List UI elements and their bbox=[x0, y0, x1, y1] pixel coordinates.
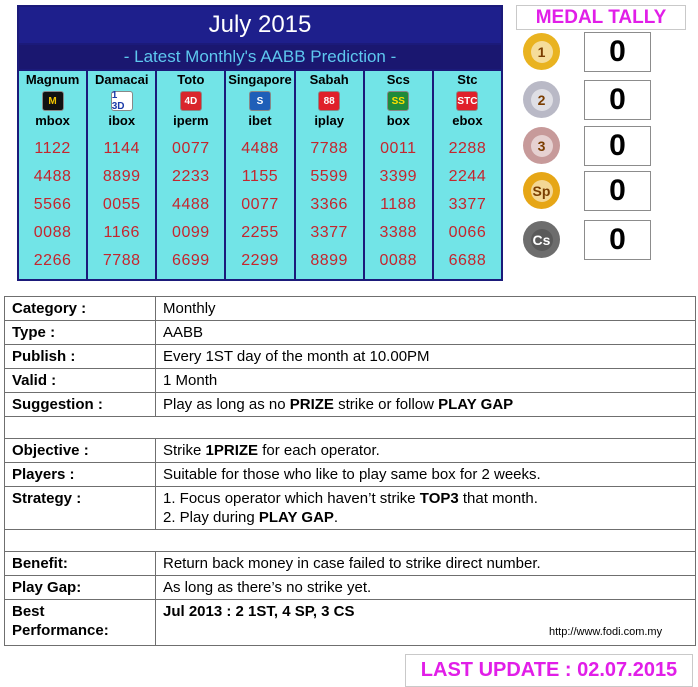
operator-logo-cell bbox=[226, 89, 293, 133]
medal-label: Sp bbox=[531, 180, 553, 202]
operator-name: Toto bbox=[157, 71, 224, 89]
operator-column bbox=[19, 71, 86, 279]
table-row bbox=[5, 600, 696, 646]
category-value: Monthly bbox=[156, 297, 696, 321]
medal-count-box: 0 bbox=[584, 80, 651, 120]
publish-value: Every 1ST day of the month at 10.00PM bbox=[156, 345, 696, 369]
operator-bet-type: box bbox=[386, 113, 410, 128]
operator-bet-type: mbox bbox=[35, 113, 70, 128]
consolation-medal-cs-icon bbox=[523, 221, 560, 258]
operator-name: Sabah bbox=[296, 71, 363, 89]
bronze-medal-3-icon bbox=[523, 127, 560, 164]
operator-logo-cell bbox=[296, 89, 363, 133]
table-row bbox=[5, 321, 696, 345]
operator-logo-icon: M bbox=[42, 91, 64, 111]
best-performance-value: Jul 2013 : 2 1ST, 4 SP, 3 CS bbox=[156, 600, 696, 646]
number-list bbox=[365, 133, 432, 279]
predicted-number: 4488 bbox=[172, 196, 210, 213]
number-list bbox=[296, 133, 363, 279]
predicted-number: 2288 bbox=[448, 140, 487, 157]
number-list bbox=[226, 133, 293, 279]
operator-logo-icon: 88 bbox=[318, 91, 340, 111]
operator-name: Magnum bbox=[19, 71, 86, 89]
gold-medal-1-icon bbox=[523, 33, 560, 70]
predicted-number: 8899 bbox=[102, 168, 141, 185]
suggestion-label: Suggestion : bbox=[5, 393, 156, 417]
medal-count-box: 0 bbox=[584, 32, 651, 72]
last-update-badge: LAST UPDATE : 02.07.2015 bbox=[405, 654, 693, 687]
predicted-number: 7788 bbox=[102, 252, 141, 269]
predicted-number: 0099 bbox=[172, 224, 210, 241]
predicted-number: 0055 bbox=[102, 196, 141, 213]
operator-logo-icon: STC bbox=[456, 91, 478, 111]
table-row bbox=[5, 439, 696, 463]
predicted-number: 0011 bbox=[380, 140, 417, 157]
medal-label: 1 bbox=[531, 41, 553, 63]
operator-name: Stc bbox=[434, 71, 501, 89]
strategy-line-1: 1. Focus operator which haven’t strike TOP3 that month. bbox=[163, 490, 538, 507]
predicted-number: 7788 bbox=[310, 140, 348, 157]
predicted-number: 1155 bbox=[241, 168, 279, 185]
number-list bbox=[19, 133, 86, 279]
spacer-row bbox=[5, 417, 696, 439]
medal-label: 2 bbox=[531, 89, 553, 111]
operator-bet-type: ebox bbox=[452, 113, 483, 128]
prediction-panel bbox=[17, 5, 503, 281]
website-url: http://www.fodi.com.my bbox=[549, 626, 663, 638]
operator-logo-icon: SS bbox=[387, 91, 409, 111]
best-performance-label: Best Performance: bbox=[5, 600, 156, 646]
predicted-number: 0088 bbox=[33, 224, 72, 241]
predicted-number: 5566 bbox=[33, 196, 72, 213]
predicted-number: 8899 bbox=[310, 252, 348, 269]
type-label: Type : bbox=[5, 321, 156, 345]
predicted-number: 4488 bbox=[33, 168, 72, 185]
table-row bbox=[5, 369, 696, 393]
type-value: AABB bbox=[156, 321, 696, 345]
operator-logo-cell bbox=[19, 89, 86, 133]
operator-column bbox=[365, 71, 432, 279]
predicted-number: 2299 bbox=[241, 252, 279, 269]
playgap-value: As long as there’s no strike yet. bbox=[156, 576, 696, 600]
predicted-number: 5599 bbox=[310, 168, 348, 185]
operator-name: Singapore bbox=[228, 72, 292, 87]
predicted-number: 6688 bbox=[448, 252, 487, 269]
number-list bbox=[157, 133, 224, 279]
operator-logo-icon: 1 3D bbox=[111, 91, 133, 111]
operator-logo-cell bbox=[88, 89, 155, 133]
predicted-number: 3366 bbox=[310, 196, 348, 213]
predicted-number: 3377 bbox=[448, 196, 487, 213]
predicted-number: 3399 bbox=[379, 168, 418, 185]
table-row bbox=[5, 345, 696, 369]
operator-bet-type: iperm bbox=[173, 113, 209, 128]
operator-logo-cell bbox=[365, 89, 432, 133]
prediction-grid bbox=[19, 71, 501, 279]
predicted-number: 1122 bbox=[34, 140, 71, 157]
number-list bbox=[434, 133, 501, 279]
benefit-value: Return back money in case failed to strike direct number. bbox=[156, 552, 696, 576]
predicted-number: 2233 bbox=[172, 168, 210, 185]
predicted-number: 2266 bbox=[33, 252, 72, 269]
operator-logo-cell bbox=[434, 89, 501, 133]
predicted-number: 3388 bbox=[379, 224, 418, 241]
operator-logo-cell bbox=[157, 89, 224, 133]
table-row bbox=[5, 576, 696, 600]
suggestion-value: Play as long as no PRIZE strike or follow PLAY GAP bbox=[156, 393, 696, 417]
operator-column bbox=[226, 71, 293, 279]
medal-count-box: 0 bbox=[584, 171, 651, 211]
operator-column bbox=[296, 71, 363, 279]
predicted-number: 0088 bbox=[379, 252, 418, 269]
predicted-number: 3377 bbox=[310, 224, 348, 241]
predicted-number: 2255 bbox=[241, 224, 279, 241]
operator-bet-type: ibet bbox=[248, 113, 272, 128]
valid-value: 1 Month bbox=[156, 369, 696, 393]
players-value: Suitable for those who like to play same box for 2 weeks. bbox=[156, 463, 696, 487]
panel-subtitle: - Latest Monthly's AABB Prediction - bbox=[19, 45, 501, 69]
operator-bet-type: ibox bbox=[108, 113, 136, 128]
predicted-number: 0066 bbox=[448, 224, 487, 241]
table-row bbox=[5, 463, 696, 487]
strategy-label: Strategy : bbox=[5, 487, 156, 530]
operator-name: Damacai bbox=[88, 71, 155, 89]
spacer-cell bbox=[5, 417, 696, 439]
objective-value: Strike 1PRIZE for each operator. bbox=[156, 439, 696, 463]
medal-label: Cs bbox=[531, 229, 553, 251]
operator-logo-icon: S bbox=[249, 91, 271, 111]
predicted-number: 6699 bbox=[172, 252, 210, 269]
panel-title: July 2015 bbox=[19, 7, 501, 43]
medal-label: 3 bbox=[531, 135, 553, 157]
predicted-number: 4488 bbox=[241, 140, 279, 157]
category-label: Category : bbox=[5, 297, 156, 321]
predicted-number: 1144 bbox=[103, 140, 140, 157]
publish-label: Publish : bbox=[5, 345, 156, 369]
spacer-row bbox=[5, 530, 696, 552]
predicted-number: 0077 bbox=[241, 196, 279, 213]
table-row bbox=[5, 552, 696, 576]
operator-name: Scs bbox=[365, 71, 432, 89]
operator-column bbox=[88, 71, 155, 279]
spacer-cell bbox=[5, 530, 696, 552]
silver-medal-2-icon bbox=[523, 81, 560, 118]
objective-label: Objective : bbox=[5, 439, 156, 463]
operator-bet-type: iplay bbox=[314, 113, 344, 128]
players-label: Players : bbox=[5, 463, 156, 487]
medal-count-box: 0 bbox=[584, 220, 651, 260]
playgap-label: Play Gap: bbox=[5, 576, 156, 600]
benefit-label: Benefit: bbox=[5, 552, 156, 576]
medal-count-box: 0 bbox=[584, 126, 651, 166]
valid-label: Valid : bbox=[5, 369, 156, 393]
number-list bbox=[88, 133, 155, 279]
strategy-line-2: 2. Play during PLAY GAP. bbox=[163, 509, 339, 526]
predicted-number: 0077 bbox=[172, 140, 210, 157]
strategy-value bbox=[156, 487, 696, 530]
table-row bbox=[5, 393, 696, 417]
table-row bbox=[5, 297, 696, 321]
info-table bbox=[4, 296, 696, 646]
predicted-number: 1166 bbox=[103, 224, 140, 241]
operator-column bbox=[157, 71, 224, 279]
special-medal-sp-icon bbox=[523, 172, 560, 209]
predicted-number: 2244 bbox=[448, 168, 487, 185]
predicted-number: 1188 bbox=[380, 196, 417, 213]
operator-column bbox=[434, 71, 501, 279]
medal-tally-title: MEDAL TALLY bbox=[516, 5, 686, 30]
table-row bbox=[5, 487, 696, 530]
operator-logo-icon: 4D bbox=[180, 91, 202, 111]
